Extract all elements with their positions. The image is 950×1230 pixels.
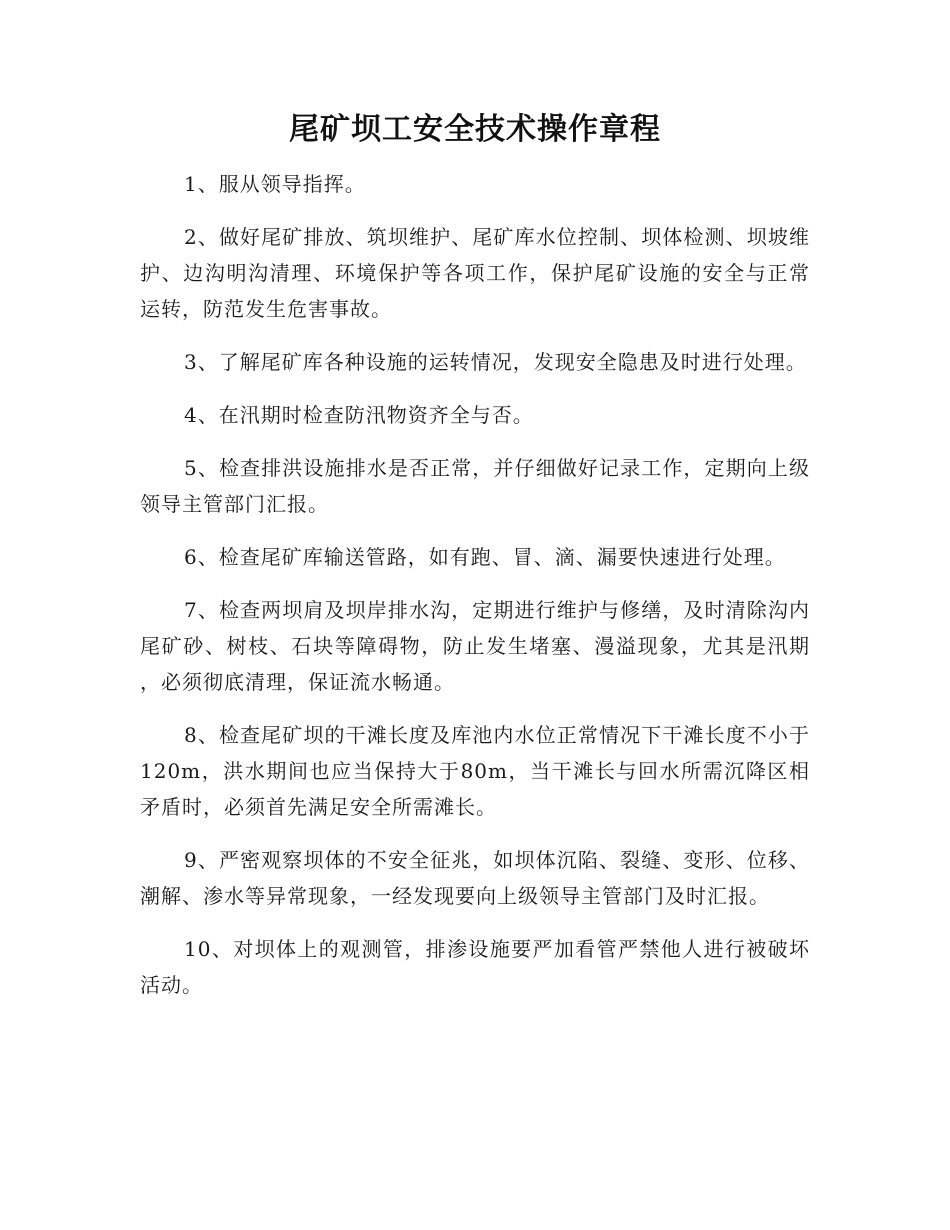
paragraph-2: 2、做好尾矿排放、筑坝维护、尾矿库水位控制、坝体检测、坝坡维护、边沟明沟清理、环境保护等各项工作，保护尾矿设施的安全与正常运转，防范发生危害事故。 <box>140 225 810 321</box>
document-title: 尾矿坝工安全技术操作章程 <box>289 112 661 147</box>
paragraph-9: 9、严密观察坝体的不安全征兆，如坝体沉陷、裂缝、变形、位移、潮解、渗水等异常现象，一经发现要向上级领导主管部门及时汇报。 <box>140 848 810 908</box>
paragraph-4: 4、在汛期时检查防汛物资齐全与否。 <box>184 403 534 427</box>
document-body <box>140 166 810 1020</box>
paragraph-3: 3、了解尾矿库各种设施的运转情况，发现安全隐患及时进行处理。 <box>184 350 807 374</box>
paragraph-7: 7、检查两坝肩及坝岸排水沟，定期进行维护与修缮，及时清除沟内尾矿砂、树枝、石块等障碍物，防止发生堵塞、漫溢现象，尤其是汛期，必须彻底清理，保证流水畅通。 <box>140 598 810 694</box>
paragraph-6: 6、检查尾矿库输送管路，如有跑、冒、滴、漏要快速进行处理。 <box>184 545 786 569</box>
paragraph-1: 1、服从领导指挥。 <box>184 172 366 196</box>
paragraph-8: 8、检查尾矿坝的干滩长度及库池内水位正常情况下干滩长度不小于120m，洪水期间也应当保持大于80m，当干滩长与回水所需沉降区相矛盾时，必须首先满足安全所需滩长。 <box>140 723 810 819</box>
paragraph-10: 10、对坝体上的观测管，排渗设施要严加看管严禁他人进行被破坏活动。 <box>140 937 810 997</box>
paragraph-5: 5、检查排洪设施排水是否正常，并仔细做好记录工作，定期向上级领导主管部门汇报。 <box>140 456 810 516</box>
